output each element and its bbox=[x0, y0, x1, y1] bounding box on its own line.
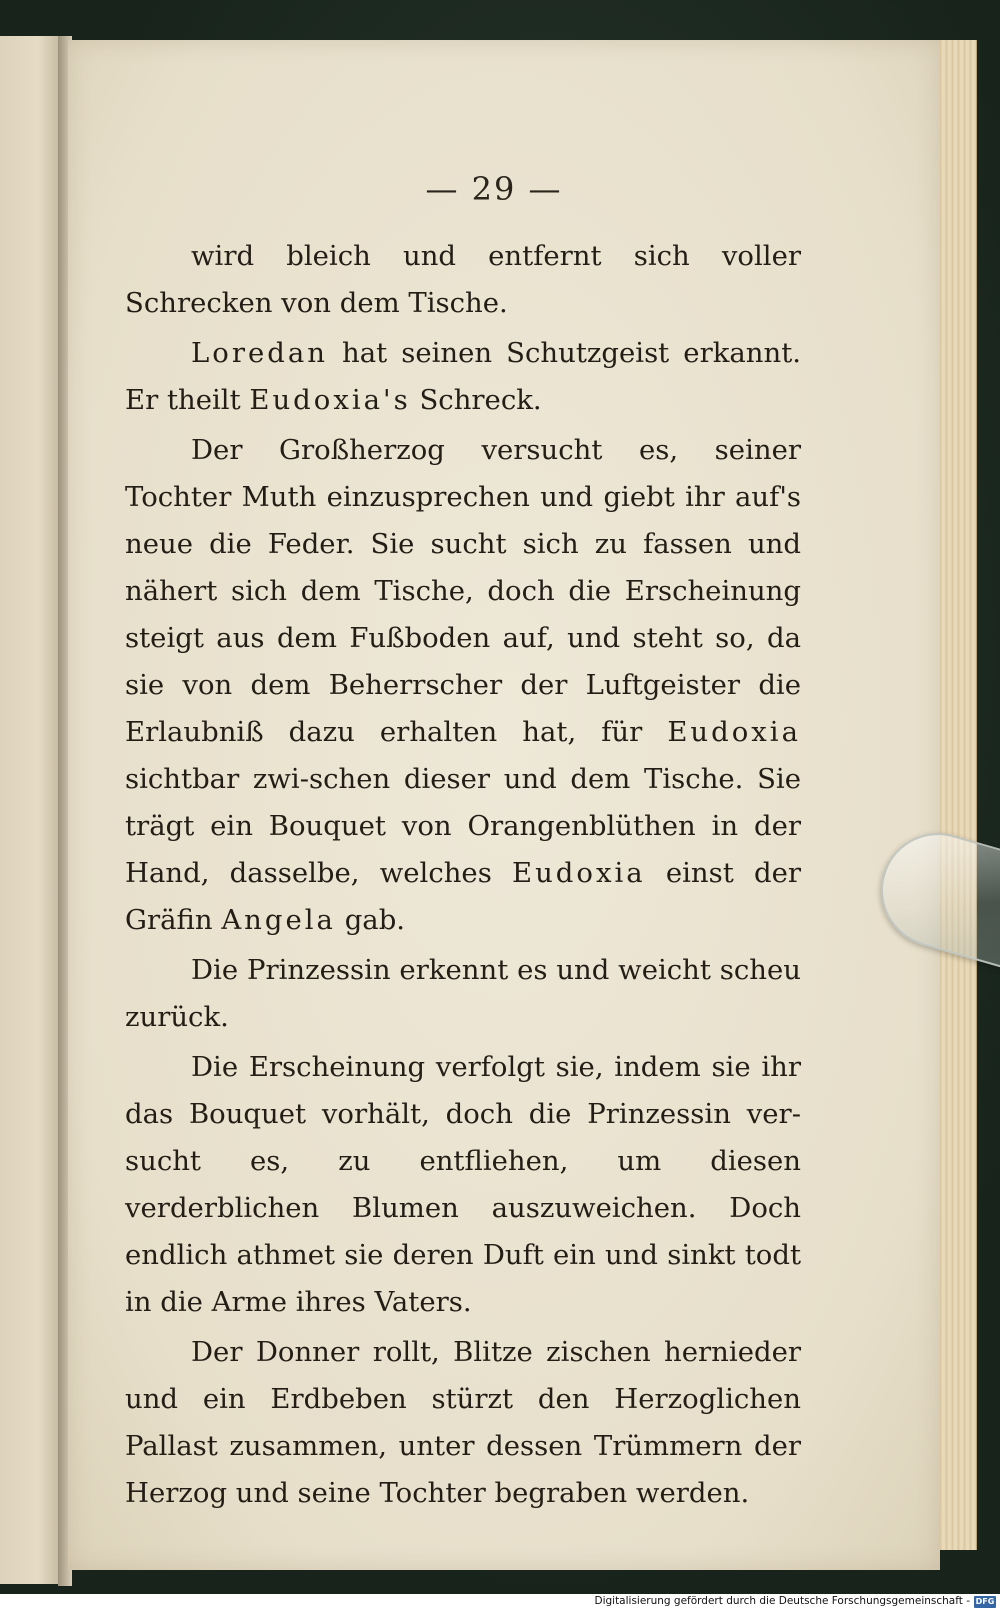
text-segment: Der Großherzog versucht es, seiner Tochter Muth einzusprechen und giebt ihr auf's neue die Feder. Sie sucht sich zu fassen und nähert sich dem Tische, doch die Erscheinung steigt aus dem Fußboden auf, und steht so, da sie von dem Beherrscher der Luftgeister die Erlaubniß dazu erhalten hat, für bbox=[125, 434, 801, 748]
book-page bbox=[68, 40, 940, 1570]
text-segment: wird bleich und entfernt sich voller Schrecken von dem Tische. bbox=[125, 240, 801, 319]
text-segment: Die Erscheinung verfolgt sie, indem sie ihr das Bouquet vorhält, doch die Prinzessin ver-sucht es, zu entfliehen, um diesen verderblichen Blumen auszuweichen. Doch endlich athmet sie deren Duft ein und sinkt todt in die Arme ihres Vaters. bbox=[125, 1051, 801, 1318]
spaced-name: Eudoxia's bbox=[249, 384, 411, 416]
left-page-edge bbox=[0, 36, 66, 1584]
body-text bbox=[125, 233, 801, 1519]
paragraph bbox=[125, 233, 801, 327]
paragraph bbox=[125, 1044, 801, 1326]
dfg-logo: DFG bbox=[975, 1597, 995, 1606]
paragraph bbox=[125, 427, 801, 944]
text-segment: einst der Gräfin bbox=[125, 857, 802, 936]
text-segment: sichtbar zwi-schen dieser und dem Tische. Sie trägt ein Bouquet von Orangenblüthen in der Hand, dasselbe, welches bbox=[125, 763, 801, 889]
paragraph bbox=[125, 330, 801, 424]
spaced-name: Loredan bbox=[191, 337, 328, 369]
paragraph bbox=[125, 947, 801, 1041]
text-segment: Schreck. bbox=[410, 384, 542, 416]
spaced-name: Angela bbox=[221, 904, 336, 936]
spaced-name: Eudoxia bbox=[667, 716, 801, 748]
text-segment: hat seinen Schutzgeist erkannt. Er theilt bbox=[125, 337, 801, 416]
paragraph bbox=[125, 1329, 801, 1517]
spaced-name: Eudoxia bbox=[512, 857, 646, 889]
text-segment: Der Donner rollt, Blitze zischen hernieder und ein Erdbeben stürzt den Herzoglichen Pallast zusammen, unter dessen Trümmern der Herzog und seine Tochter begraben werden. bbox=[125, 1336, 801, 1509]
footer-credit: Digitalisierung gefördert durch die Deutsche Forschungsgemeinschaft - bbox=[594, 1595, 970, 1607]
text-segment: Die Prinzessin erkennt es und weicht scheu zurück. bbox=[125, 954, 801, 1033]
text-segment: gab. bbox=[335, 904, 406, 936]
page-number: — 29 — bbox=[425, 170, 563, 208]
